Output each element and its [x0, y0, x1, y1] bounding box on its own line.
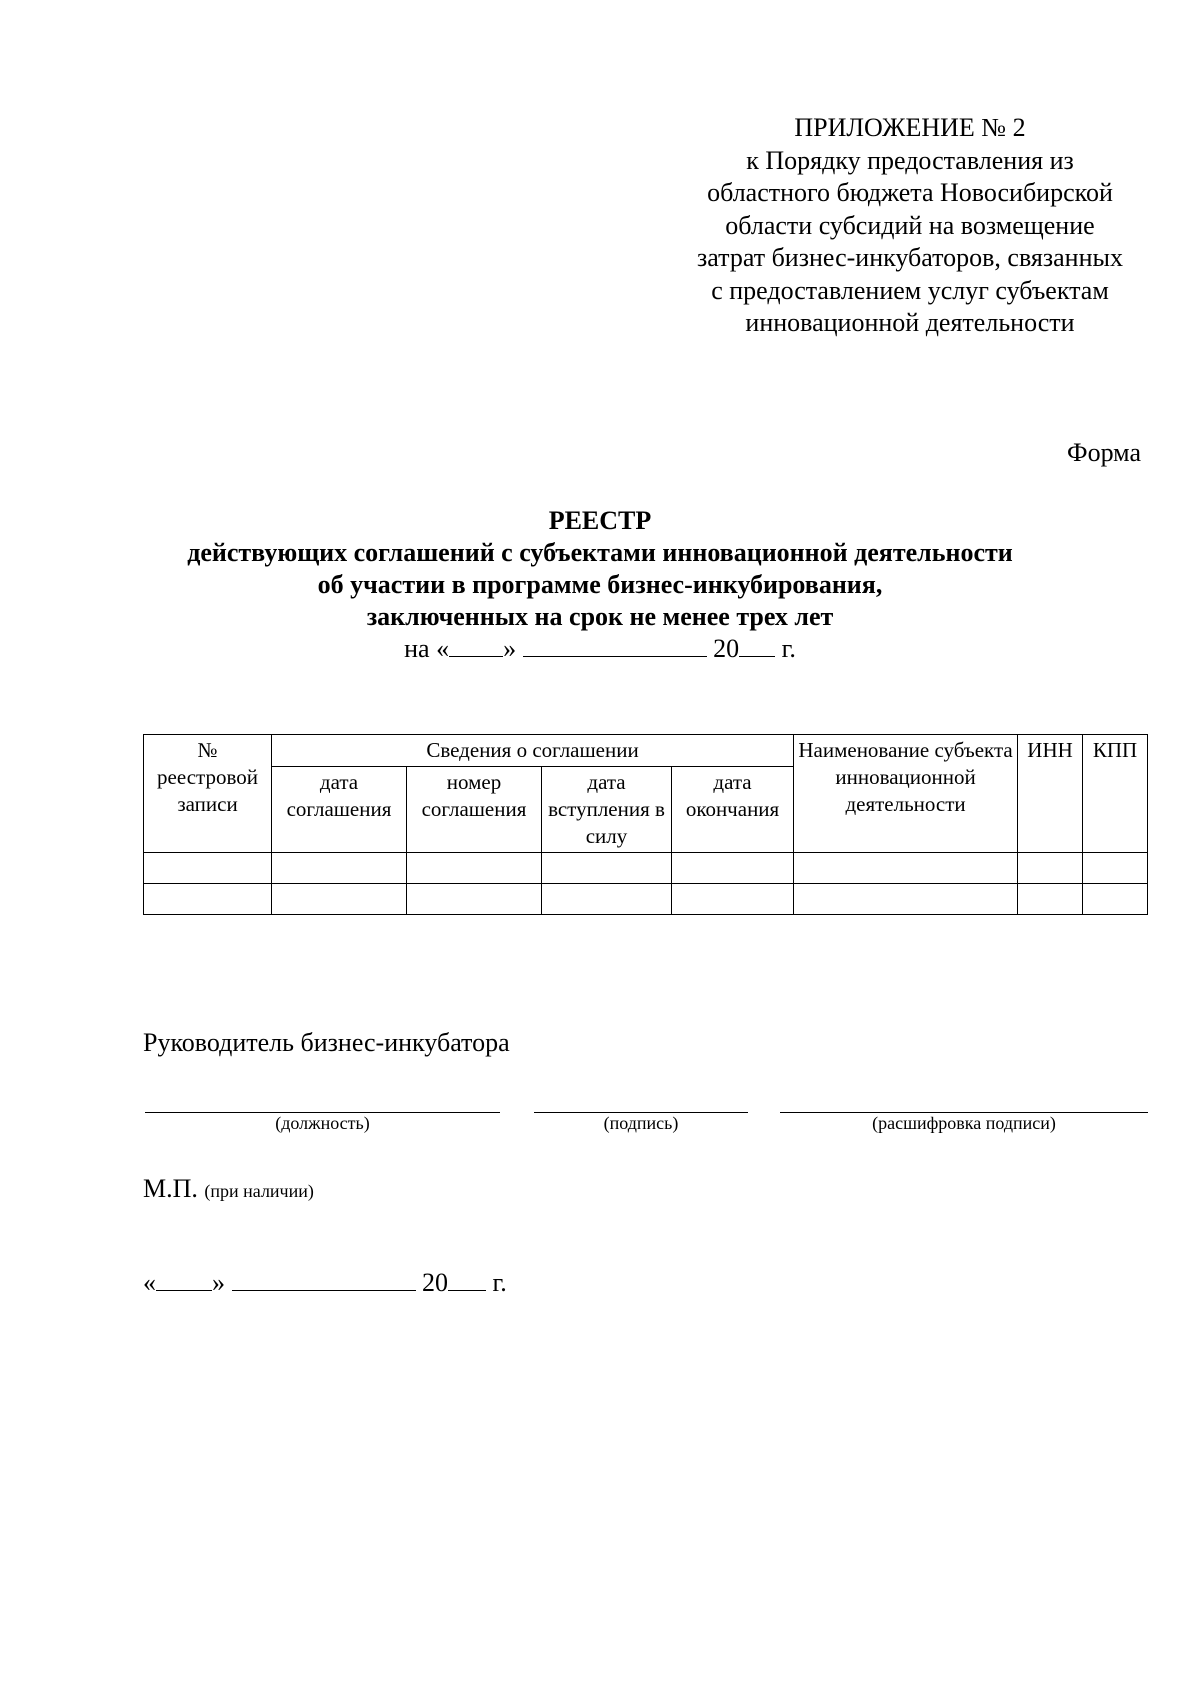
- agreement-number-header: номер соглашения: [407, 767, 542, 853]
- date-header: дата соглашения: [272, 767, 407, 853]
- year-blank[interactable]: [739, 634, 775, 657]
- footer-year-blank[interactable]: [448, 1268, 486, 1291]
- end-date-header: дата окончания: [672, 767, 794, 853]
- table-cell[interactable]: [672, 884, 794, 915]
- appendix-line: с предоставлением услуг субъектам: [711, 275, 1109, 305]
- day-blank[interactable]: [449, 634, 503, 657]
- registry-table: [143, 734, 1148, 915]
- table-cell[interactable]: [407, 853, 542, 884]
- footer-day-blank[interactable]: [156, 1268, 212, 1291]
- table-cell[interactable]: [144, 884, 272, 915]
- table-cell[interactable]: [272, 884, 407, 915]
- date-year-suffix: г.: [781, 634, 796, 663]
- appendix-line: затрат бизнес-инкубаторов, связанных: [697, 243, 1123, 272]
- appendix-block: [680, 112, 1140, 340]
- appendix-line: инновационной деятельности: [745, 308, 1075, 337]
- form-label: Форма: [1067, 438, 1141, 467]
- date-year-prefix: 20: [713, 634, 740, 663]
- table-cell[interactable]: [272, 853, 407, 884]
- footer-open-quote: «: [143, 1268, 156, 1297]
- col-number-header: № реестровой записи: [144, 735, 272, 853]
- appendix-line: областного бюджета Новосибирской: [707, 178, 1113, 207]
- footer-month-blank[interactable]: [232, 1268, 416, 1291]
- title-registry: РЕЕСТР: [548, 506, 652, 535]
- footer-close-quote: »: [212, 1268, 225, 1297]
- title-line: об участии в программе бизнес-инкубирования,: [317, 570, 883, 599]
- inn-header: ИНН: [1018, 735, 1083, 853]
- appendix-line: области субсидий на возмещение: [725, 210, 1095, 240]
- signature-caption: (подпись): [603, 1113, 679, 1133]
- table-row: [144, 884, 1148, 915]
- date-quote-close: »: [503, 634, 517, 663]
- title-line: действующих соглашений с субъектами инновационной деятельности: [187, 538, 1013, 567]
- head-of-incubator-label: Руководитель бизнес-инкубатора: [143, 1028, 510, 1057]
- table-cell[interactable]: [794, 884, 1018, 915]
- table-cell[interactable]: [407, 884, 542, 915]
- stamp-abbr: М.П.: [143, 1174, 198, 1203]
- decoding-caption: (расшифровка подписи): [872, 1113, 1056, 1133]
- footer-year-prefix: 20: [422, 1268, 448, 1297]
- table-cell[interactable]: [1083, 884, 1148, 915]
- table-cell[interactable]: [672, 853, 794, 884]
- month-blank[interactable]: [523, 634, 707, 657]
- table-cell[interactable]: [794, 853, 1018, 884]
- stamp-label: [143, 1174, 314, 1204]
- effective-date-header: дата вступления в силу: [542, 767, 672, 853]
- table-cell[interactable]: [1018, 884, 1083, 915]
- footer-year-suffix: г.: [492, 1268, 507, 1297]
- appendix-line: к Порядку предоставления из: [746, 145, 1074, 175]
- table-header-row: [144, 735, 1148, 767]
- position-caption: (должность): [275, 1113, 370, 1133]
- subject-name-header: Наименование субъекта инновационной деятельности: [794, 735, 1018, 853]
- table-cell[interactable]: [144, 853, 272, 884]
- date-prefix: на «: [404, 634, 450, 663]
- appendix-title: ПРИЛОЖЕНИЕ № 2: [794, 113, 1026, 142]
- table-cell[interactable]: [1018, 853, 1083, 884]
- title-line: заключенных на срок не менее трех лет: [366, 602, 834, 631]
- table-row: [144, 853, 1148, 884]
- footer-date-line: [143, 1268, 507, 1298]
- table-cell[interactable]: [542, 853, 672, 884]
- kpp-header: КПП: [1083, 735, 1148, 853]
- table-cell[interactable]: [542, 884, 672, 915]
- agreement-group-header: Сведения о соглашении: [272, 735, 794, 767]
- registry-title: [0, 505, 1200, 665]
- title-date-line: [0, 633, 1200, 665]
- table-cell[interactable]: [1083, 853, 1148, 884]
- stamp-note: (при наличии): [204, 1181, 314, 1201]
